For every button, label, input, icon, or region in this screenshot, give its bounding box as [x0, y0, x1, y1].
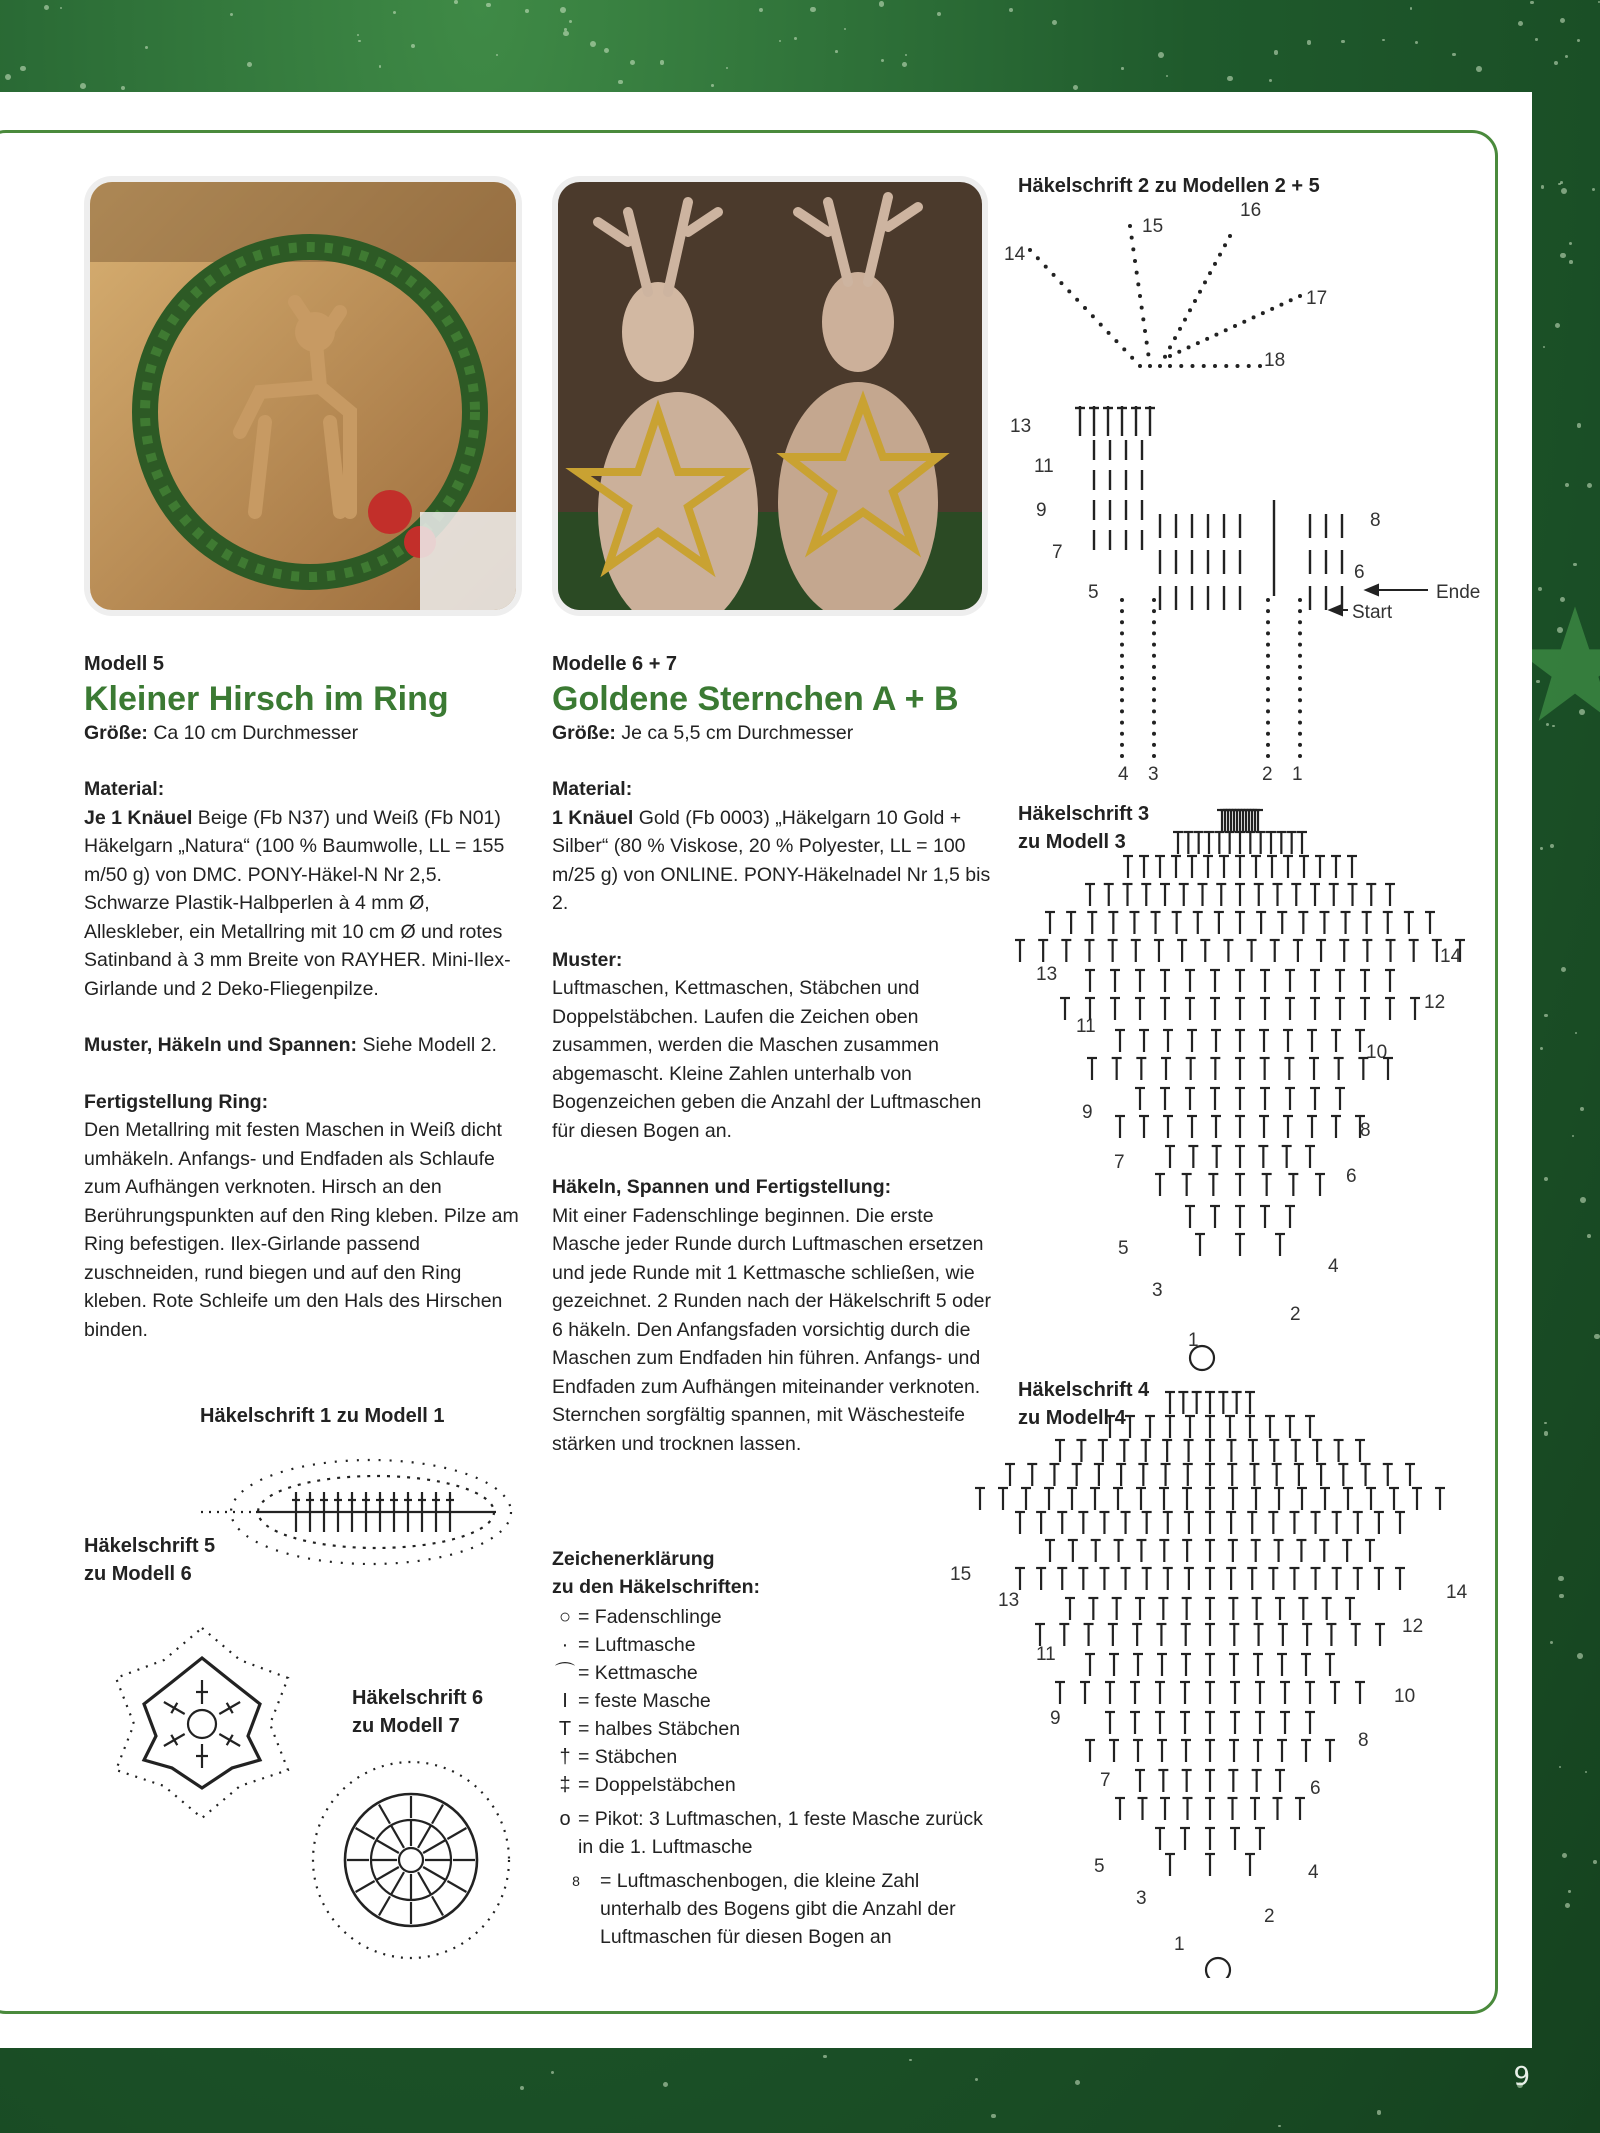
material-heading: Material:	[84, 778, 165, 800]
left-column	[84, 650, 524, 1344]
diagram-2-deer	[1000, 196, 1480, 796]
svg-text:15: 15	[1142, 216, 1164, 237]
middle-column	[552, 650, 992, 1458]
svg-text:3: 3	[1152, 1280, 1163, 1301]
diagram-6-star	[296, 1748, 526, 1978]
size-line: Größe: Je ca 5,5 cm Durchmesser	[552, 721, 854, 744]
legend-item	[552, 1805, 992, 1861]
diagram-4-tree	[946, 1388, 1486, 1978]
diagram-4-label: Häkelschrift 4 zu Modell 4	[1018, 1379, 1150, 1429]
finish-text: Den Metallring mit festen Maschen in Weiß dicht umhäkeln. Anfangs- und Endfaden als Schlaufe zum Aufhängen verknoten. Hirsch an den Berührungspunkten auf den Ring kleben. Pilze am Ring befestigen. Ilex-Girlande passend zuschneiden, rund biegen und auf den Ring kleben. Rote Schleife um den Hals des Hirschen binden.	[84, 1119, 519, 1341]
svg-text:3: 3	[1148, 764, 1159, 785]
svg-text:8: 8	[1360, 1120, 1371, 1141]
svg-text:9: 9	[1082, 1102, 1093, 1123]
diagram-2-label: Häkelschrift 2 zu Modellen 2 + 5	[1018, 175, 1320, 197]
diagram-1-leaf	[196, 1440, 526, 1590]
svg-text:6: 6	[1310, 1778, 1321, 1799]
svg-text:1: 1	[1188, 1330, 1199, 1351]
svg-text:2: 2	[1262, 764, 1273, 785]
crochet-heading: Häkeln, Spannen und Fertigstellung:	[552, 1176, 892, 1198]
diagram-5-label: Häkelschrift 5 zu Modell 6	[84, 1535, 216, 1585]
legend-item	[552, 1603, 992, 1631]
diagram-1-label: Häkelschrift 1 zu Modell 1	[200, 1405, 445, 1427]
legend-symbol: T	[558, 1718, 572, 1740]
pattern-heading: Muster:	[552, 948, 623, 971]
svg-text:9: 9	[1050, 1708, 1061, 1729]
svg-text:10: 10	[1366, 1042, 1388, 1063]
svg-text:1: 1	[1174, 1934, 1185, 1955]
material-text: Je 1 Knäuel Beige (Fb N37) und Weiß (Fb N01) Häkelgarn „Natura“ (100 % Baumwolle, LL = 155 m/50 g) von DMC. PONY-Häkel-N Nr 2,5. Schwarze Plastik-Halbperlen à 4 mm Ø, Alleskleber, ein Metallring mit 10 cm Ø und rotes Satinband à 3 mm Breite von RAYHER. Mini-Ilex-Girlande und 2 Deko-Fliegenpilze.	[84, 806, 511, 1000]
diagram-5-star	[82, 1600, 322, 1840]
svg-text:4: 4	[1118, 764, 1129, 785]
photo-reindeer-with-stars	[558, 182, 982, 610]
svg-text:8: 8	[1370, 510, 1381, 531]
legend-text: = Kettmasche	[578, 1662, 698, 1684]
legend-symbol: ·	[561, 1634, 569, 1656]
crochet-text: Mit einer Fadenschlinge beginnen. Die erste Masche jeder Runde durch Luftmaschen ersetzen und jede Runde mit 1 Kettmasche schließen, wie gezeichnet. 2 Runden nach der Häkelschrift 5 oder 6 häkeln. Den Anfangsfaden vorsichtig durch die Maschen zum Endfaden hin führen. Anfangs- und Endfaden zum Aufhängen miteinander verknoten. Sternchen sorgfältig spannen, mit Wäschesteife stärken und trocknen lassen.	[552, 1204, 992, 1455]
svg-text:7: 7	[1114, 1152, 1125, 1173]
legend-title: Zeichenerklärung	[552, 1548, 715, 1570]
legend-item	[552, 1743, 992, 1771]
model-title: Goldene Sternchen A + B	[552, 679, 959, 718]
legend-symbol: ‡	[559, 1774, 571, 1796]
svg-text:4: 4	[1308, 1862, 1319, 1883]
ende-label: Ende	[1436, 582, 1480, 603]
svg-text:18: 18	[1264, 350, 1286, 371]
svg-text:13: 13	[1010, 416, 1032, 437]
legend-item	[552, 1631, 992, 1659]
svg-text:5: 5	[1088, 582, 1099, 603]
svg-text:9: 9	[1036, 500, 1047, 521]
legend-subtitle: zu den Häkelschriften:	[552, 1576, 761, 1598]
svg-text:6: 6	[1354, 562, 1365, 583]
model-kicker: Modell 5	[84, 653, 165, 675]
legend-text: = Fadenschlinge	[578, 1606, 722, 1628]
legend-symbol: I	[562, 1690, 568, 1712]
svg-text:14: 14	[1004, 244, 1026, 265]
material-heading: Material:	[552, 778, 633, 800]
finish-heading: Fertigstellung Ring:	[84, 1090, 269, 1113]
svg-text:11: 11	[1076, 1016, 1096, 1037]
legend-text: = Doppelstäbchen	[578, 1774, 736, 1796]
svg-text:15: 15	[950, 1564, 972, 1585]
material-text: 1 Knäuel Gold (Fb 0003) „Häkelgarn 10 Gold + Silber“ (80 % Viskose, 20 % Polyester, LL = 100 m/25 g) von ONLINE. PONY-Häkelnadel Nr 1,5 bis 2.	[552, 806, 991, 914]
diagram-6-label: Häkelschrift 6 zu Modell 7	[352, 1687, 484, 1737]
svg-text:14: 14	[1440, 946, 1462, 967]
svg-text:12: 12	[1402, 1616, 1424, 1637]
svg-text:14: 14	[1446, 1582, 1468, 1603]
model-kicker: Modelle 6 + 7	[552, 653, 678, 675]
legend-text: = Luftmaschenbogen, die kleine Zahl unterhalb des Bogens gibt die Anzahl der Luftmaschen für diesen Bogen an	[600, 1870, 956, 1948]
svg-text:2: 2	[1290, 1304, 1301, 1325]
diagram-3-tree	[1010, 806, 1480, 1386]
svg-text:6: 6	[1346, 1166, 1357, 1187]
legend-text: = halbes Stäbchen	[578, 1718, 741, 1740]
svg-text:13: 13	[1036, 964, 1058, 985]
svg-text:10: 10	[1394, 1686, 1416, 1707]
svg-text:11: 11	[1036, 1644, 1056, 1665]
svg-text:4: 4	[1328, 1256, 1339, 1277]
photo-deer-in-ring	[90, 182, 516, 610]
size-line: Größe: Ca 10 cm Durchmesser	[84, 721, 359, 744]
legend-symbol: ○	[558, 1606, 572, 1628]
svg-text:12: 12	[1424, 992, 1446, 1013]
svg-text:7: 7	[1100, 1770, 1111, 1791]
start-label: Start	[1352, 602, 1393, 623]
legend-item	[552, 1659, 992, 1687]
svg-text:7: 7	[1052, 542, 1063, 563]
symbol-legend	[552, 1545, 992, 1951]
svg-text:13: 13	[998, 1590, 1020, 1611]
svg-text:8: 8	[1358, 1730, 1369, 1751]
svg-text:1: 1	[1292, 764, 1303, 785]
legend-symbol: ⌒	[555, 1662, 575, 1684]
legend-text: = feste Masche	[578, 1690, 711, 1712]
legend-symbol: 8	[572, 1873, 580, 1889]
svg-text:5: 5	[1118, 1238, 1129, 1259]
legend-item	[552, 1771, 992, 1799]
svg-text:16: 16	[1240, 200, 1262, 221]
page-number: 9	[1513, 2062, 1530, 2092]
legend-item	[552, 1867, 992, 1951]
pattern-text: Luftmaschen, Kettmaschen, Stäbchen und Doppelstäbchen. Laufen die Zeichen oben zusammen, werden die Maschen zusammen abgemascht. Kleine Zahlen unterhalb von Bogenzeichen geben die Anzahl der Luftmaschen für diesen Bogen an.	[552, 977, 982, 1142]
svg-text:5: 5	[1094, 1856, 1105, 1877]
svg-text:17: 17	[1306, 288, 1328, 309]
svg-text:2: 2	[1264, 1906, 1275, 1927]
legend-symbol: †	[559, 1746, 571, 1768]
legend-text: = Stäbchen	[578, 1746, 678, 1768]
legend-text: = Luftmasche	[578, 1634, 696, 1656]
svg-text:3: 3	[1136, 1888, 1147, 1909]
legend-item	[552, 1715, 992, 1743]
legend-text: = Pikot: 3 Luftmaschen, 1 feste Masche zurück in die 1. Luftmasche	[578, 1808, 983, 1858]
pattern-line: Muster, Häkeln und Spannen: Siehe Modell 2.	[84, 1034, 497, 1056]
model-title: Kleiner Hirsch im Ring	[84, 679, 449, 718]
svg-text:11: 11	[1034, 456, 1054, 477]
legend-symbol: o	[559, 1808, 571, 1830]
legend-item	[552, 1687, 992, 1715]
diagram-3-label: Häkelschrift 3 zu Modell 3	[1018, 803, 1150, 853]
